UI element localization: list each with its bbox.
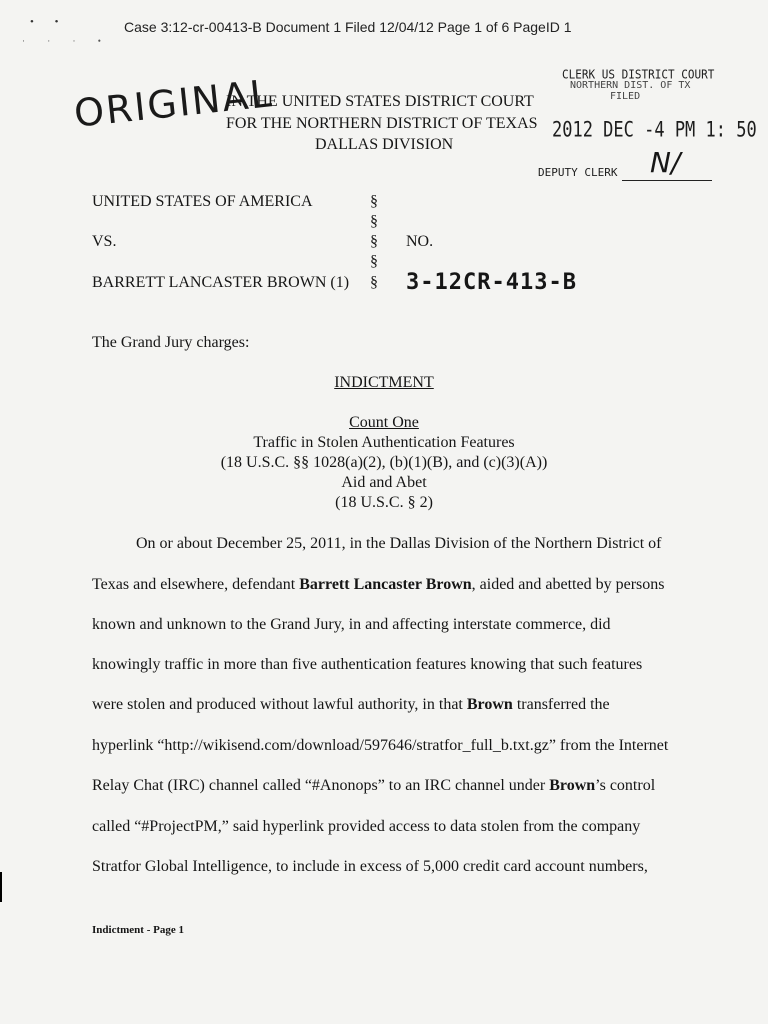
document-title: INDICTMENT [334, 374, 434, 391]
clerk-stamp-line-1: CLERK US DISTRICT COURT [562, 67, 715, 82]
plaintiff-name: UNITED STATES OF AMERICA [92, 193, 313, 210]
count-aid-statute: (18 U.S.C. § 2) [335, 494, 433, 511]
section-symbol: § [370, 193, 378, 210]
body-line: known and unknown to the Grand Jury, in and affecting interstate commerce, did [92, 616, 611, 633]
count-heading: Count One [349, 414, 419, 431]
clerk-stamp-line-3: FILED [610, 91, 641, 102]
body-line: Stratfor Global Intelligence, to include in excess of 5,000 credit card account numbers, [92, 858, 648, 875]
section-symbol: § [370, 213, 378, 230]
filed-date-stamp: 2012 DEC -4 PM 1: 50 [552, 117, 757, 143]
grand-jury-intro: The Grand Jury charges: [92, 334, 250, 351]
defendant-name: BARRETT LANCASTER BROWN (1) [92, 274, 350, 291]
clerk-stamp-line-2: NORTHERN DIST. OF TX [570, 80, 691, 91]
section-symbol: § [370, 253, 378, 270]
body-line: Texas and elsewhere, defendant Barrett Lancaster Brown, aided and abetted by persons [92, 576, 665, 593]
body-line: On or about December 25, 2011, in the Dallas Division of the Northern District of [136, 535, 662, 552]
scan-marks: • • [30, 16, 68, 28]
count-offense: Traffic in Stolen Authentication Features [253, 434, 515, 451]
court-line-1: IN THE UNITED STATES DISTRICT COURT [226, 93, 534, 110]
deputy-initials: N/ [650, 146, 681, 179]
body-line: were stolen and produced without lawful authority, in that Brown transferred the [92, 696, 610, 713]
court-line-2: FOR THE NORTHERN DISTRICT OF TEXAS [226, 115, 538, 132]
case-header: Case 3:12-cr-00413-B Document 1 Filed 12/04/12 Page 1 of 6 PageID 1 [124, 19, 572, 35]
count-statute: (18 U.S.C. §§ 1028(a)(2), (b)(1)(B), and (c)(3)(A)) [220, 454, 548, 471]
scan-edge-mark [0, 872, 2, 902]
versus-label: VS. [92, 233, 117, 250]
count-aid-abet: Aid and Abet [341, 474, 427, 491]
body-line: Relay Chat (IRC) channel called “#Anonops” to an IRC channel under Brown’s control [92, 777, 656, 794]
body-line: knowingly traffic in more than five authentication features knowing that such features [92, 656, 643, 673]
section-symbol: § [370, 233, 378, 250]
page-footer: Indictment - Page 1 [92, 924, 184, 936]
court-line-3: DALLAS DIVISION [315, 136, 454, 153]
case-number-stamp: 3-12CR-413-B [406, 270, 577, 295]
deputy-clerk-label: DEPUTY CLERK [538, 166, 618, 179]
section-symbol: § [370, 274, 378, 291]
body-line: called “#ProjectPM,” said hyperlink provided access to data stolen from the company [92, 818, 641, 835]
original-stamp: ORIGINAL [72, 71, 276, 136]
deputy-signature-line [622, 180, 712, 181]
body-line: hyperlink “http://wikisend.com/download/597646/stratfor_full_b.txt.gz” from the Internet [92, 737, 669, 754]
case-number-label: NO. [406, 233, 434, 250]
scan-marks: · · · • [22, 36, 111, 46]
